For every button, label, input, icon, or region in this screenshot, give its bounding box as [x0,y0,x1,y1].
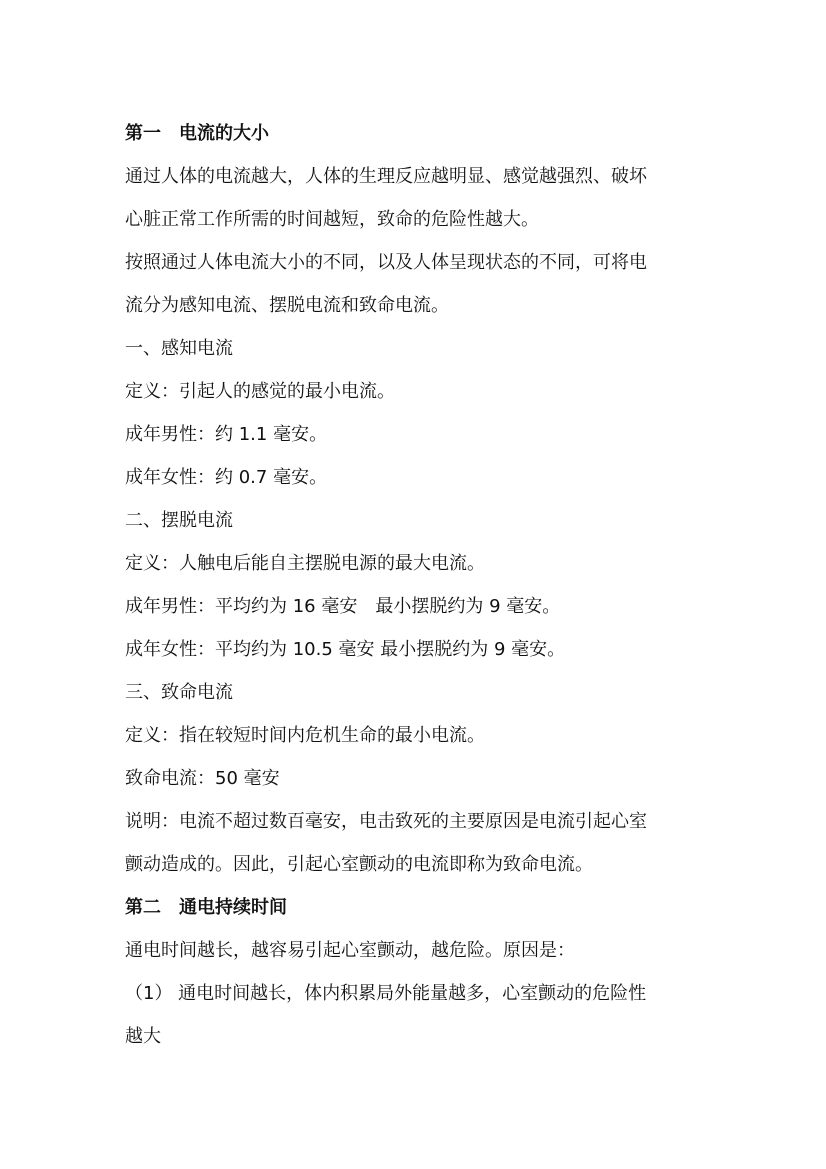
value-line-fatal-current: 致命电流：50 毫安 [125,768,280,789]
paragraph-line: 颤动造成的。因此，引起心室颤动的电流即称为致命电流。 [125,854,593,875]
paragraph-line: 说明：电流不超过数百毫安，电击致死的主要原因是电流引起心室 [125,811,647,832]
list-item-line: （1） 通电时间越长，体内积累局外能量越多，心室颤动的危险性 [125,983,647,1004]
subheading-perception-current: 一、感知电流 [125,338,233,359]
paragraph-line: 按照通过人体电流大小的不同，以及人体呈现状态的不同，可将电 [125,252,647,273]
definition-line: 定义：引起人的感觉的最小电流。 [125,381,395,402]
value-line-adult-male: 成年男性：约 1.1 毫安。 [125,424,328,445]
definition-line: 定义：人触电后能自主摆脱电源的最大电流。 [125,553,485,574]
section-heading-current-magnitude: 第一 电流的大小 [125,123,269,144]
paragraph-line: 心脏正常工作所需的时间越短，致命的危险性越大。 [125,209,539,230]
section-heading-duration: 第二 通电持续时间 [125,897,287,918]
value-line-adult-female: 成年女性：平均约为 10.5 毫安 最小摆脱约为 9 毫安。 [125,639,566,660]
list-item-line: 越大 [125,1026,161,1047]
document-body [125,112,705,1058]
subheading-let-go-current: 二、摆脱电流 [125,510,233,531]
paragraph-line: 通电时间越长，越容易引起心室颤动，越危险。原因是： [125,940,575,961]
value-line-adult-male: 成年男性：平均约为 16 毫安 最小摆脱约为 9 毫安。 [125,596,561,617]
definition-line: 定义：指在较短时间内危机生命的最小电流。 [125,725,485,746]
subheading-fatal-current: 三、致命电流 [125,682,233,703]
paragraph-line: 流分为感知电流、摆脱电流和致命电流。 [125,295,449,316]
paragraph-line: 通过人体的电流越大，人体的生理反应越明显、感觉越强烈、破坏 [125,166,647,187]
value-line-adult-female: 成年女性：约 0.7 毫安。 [125,467,328,488]
